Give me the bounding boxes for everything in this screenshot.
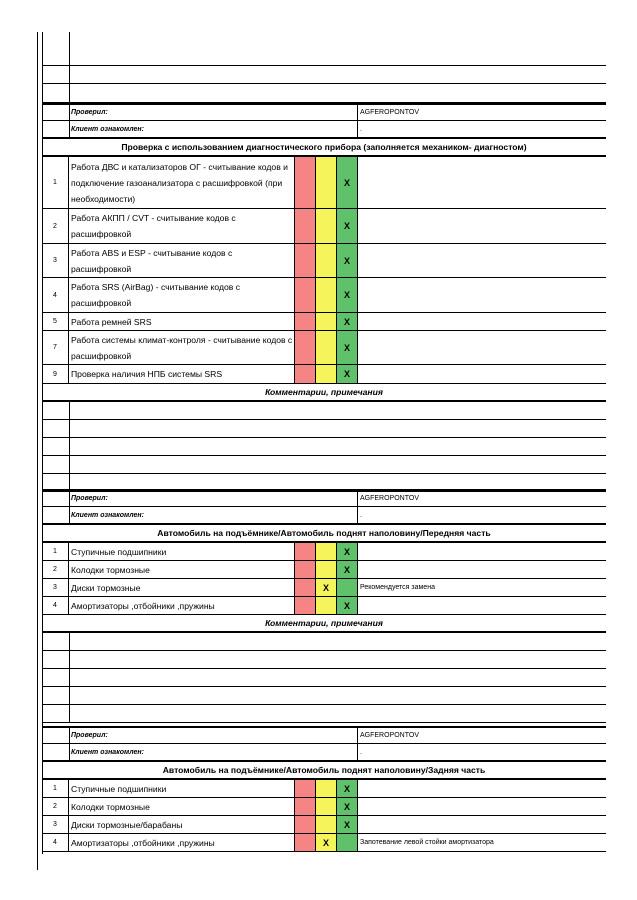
item-description: Диски тормозные (71, 582, 141, 593)
status-red-cell[interactable] (294, 157, 315, 208)
number-column-line (69, 32, 70, 48)
status-yellow-cell[interactable] (315, 561, 336, 578)
column-divider (69, 669, 70, 686)
item-description: Амортизаторы ,отбойники ,пружины (71, 837, 215, 848)
signature-row-client (42, 121, 606, 139)
checklist-row (42, 561, 606, 579)
checklist-row (42, 313, 606, 331)
client-acknowledged-label: Клиент ознакомлен: (71, 125, 144, 133)
checklist-row (42, 543, 606, 561)
diagnostic-section-header (42, 139, 606, 157)
item-description: Работа системы климат-контроля - считывание кодов с расшифровкой (71, 334, 293, 361)
status-green-cell[interactable]: X (336, 313, 357, 330)
comments-header-text: Комментарии, примечания (265, 618, 383, 628)
checklist-row (42, 244, 606, 278)
status-yellow-cell[interactable] (315, 244, 336, 277)
item-number: 2 (42, 561, 69, 578)
blank-row (42, 66, 606, 84)
item-note[interactable] (357, 561, 606, 578)
item-number: 1 (42, 780, 69, 797)
status-red-cell[interactable] (294, 579, 315, 596)
checklist-row (42, 834, 606, 852)
blank-row (42, 456, 606, 474)
status-red-cell[interactable] (294, 313, 315, 330)
status-yellow-cell[interactable] (315, 780, 336, 797)
item-note[interactable]: Запотевание левой стойки амортизатора (357, 834, 606, 851)
item-note[interactable] (357, 157, 606, 208)
status-red-cell[interactable] (294, 244, 315, 277)
checked-by-value: AGFEROPONTOV (357, 491, 606, 506)
item-description: Работа АКПП / CVT - считывание кодов с расшифровкой (71, 213, 236, 239)
column-divider (69, 420, 70, 437)
blank-row (42, 705, 606, 723)
column-divider (69, 66, 70, 83)
item-number: 2 (42, 209, 69, 243)
item-description: Проверка наличия НПБ системы SRS (71, 369, 223, 379)
status-yellow-cell[interactable] (315, 798, 336, 815)
status-green-cell[interactable]: X (336, 244, 357, 277)
item-note[interactable] (357, 209, 606, 243)
signature-row-client (42, 507, 606, 525)
item-description: Колодки тормозные (71, 801, 150, 812)
signature-row-checked (42, 103, 606, 121)
comments-header (42, 615, 606, 633)
item-note[interactable] (357, 278, 606, 312)
item-number: 5 (42, 313, 69, 330)
status-yellow-cell[interactable] (315, 597, 336, 614)
status-green-cell[interactable]: X (336, 816, 357, 833)
status-yellow-cell[interactable] (315, 365, 336, 383)
status-red-cell[interactable] (294, 543, 315, 560)
item-number: 4 (42, 597, 69, 614)
checklist-row (42, 798, 606, 816)
left-margin-line (37, 32, 38, 870)
status-green-cell[interactable]: X (336, 561, 357, 578)
item-number: 3 (42, 244, 69, 277)
status-yellow-cell[interactable] (315, 313, 336, 330)
checklist-row (42, 331, 606, 365)
blank-row (42, 84, 606, 103)
item-note[interactable] (357, 798, 606, 815)
checklist-row (42, 209, 606, 244)
column-divider (69, 48, 70, 65)
front-section-header-text: Автомобиль на подъёмнике/Автомобиль поднят наполовину/Передняя часть (157, 528, 491, 538)
item-description: Ступичные подшипники (71, 783, 167, 794)
checklist-row (42, 597, 606, 615)
client-acknowledged-label: Клиент ознакомлен: (71, 511, 144, 519)
status-red-cell[interactable] (294, 278, 315, 312)
checklist-row (42, 579, 606, 597)
status-yellow-cell[interactable] (315, 278, 336, 312)
status-red-cell[interactable] (294, 798, 315, 815)
column-divider (69, 651, 70, 668)
column-divider (69, 633, 70, 650)
checked-by-label: Проверил: (71, 109, 108, 116)
status-green-cell[interactable]: X (336, 331, 357, 364)
item-note[interactable] (357, 313, 606, 330)
checked-by-value: AGFEROPONTOV (357, 728, 606, 743)
item-note[interactable] (357, 780, 606, 797)
column-divider (69, 438, 70, 455)
item-description: Работа ДВС и катализаторов ОГ - считывание кодов и подключение газоанализатора с расшифровкой (при необходимости) (71, 161, 288, 204)
status-yellow-cell[interactable]: X (315, 834, 336, 851)
status-yellow-cell[interactable]: X (315, 579, 336, 596)
status-green-cell[interactable]: X (336, 543, 357, 560)
checked-by-label: Проверил: (71, 732, 108, 739)
item-number: 3 (42, 579, 69, 596)
status-green-cell[interactable]: X (336, 597, 357, 614)
status-yellow-cell[interactable] (315, 543, 336, 560)
rear-section-header (42, 762, 606, 780)
item-description: Диски тормозные/барабаны (71, 819, 183, 830)
item-description: Работа ABS и ESP - считывание кодов с расшифровкой (71, 247, 233, 274)
status-yellow-cell[interactable] (315, 209, 336, 243)
checklist-row (42, 157, 606, 209)
status-yellow-cell[interactable] (315, 816, 336, 833)
status-red-cell[interactable] (294, 834, 315, 851)
blank-row (42, 669, 606, 687)
item-number: 4 (42, 278, 69, 312)
status-yellow-cell[interactable] (315, 157, 336, 208)
status-green-cell[interactable]: X (336, 365, 357, 383)
column-divider (69, 687, 70, 704)
signature-row-client (42, 744, 606, 762)
item-number: 3 (42, 816, 69, 833)
checklist-row (42, 816, 606, 834)
checklist-row (42, 780, 606, 798)
status-green-cell[interactable]: X (336, 780, 357, 797)
column-divider (69, 84, 70, 102)
status-green-cell[interactable] (336, 579, 357, 596)
status-green-cell[interactable]: X (336, 157, 357, 208)
item-description: Колодки тормозные (71, 564, 150, 575)
status-yellow-cell[interactable] (315, 331, 336, 364)
client-acknowledged-label: Клиент ознакомлен: (71, 748, 144, 756)
item-note[interactable] (357, 331, 606, 364)
status-red-cell[interactable] (294, 331, 315, 364)
client-acknowledged-value: . (357, 744, 606, 760)
checked-by-value: AGFEROPONTOV (357, 105, 606, 120)
status-red-cell[interactable] (294, 561, 315, 578)
comments-header-text: Комментарии, примечания (265, 387, 383, 397)
blank-row (42, 633, 606, 651)
rear-section-header-text: Автомобиль на подъёмнике/Автомобиль поднят наполовину/Задняя часть (162, 765, 486, 775)
item-note[interactable] (357, 543, 606, 560)
comments-header (42, 384, 606, 402)
front-section-header (42, 525, 606, 543)
item-number: 1 (42, 157, 69, 208)
status-green-cell[interactable]: X (336, 278, 357, 312)
blank-row (42, 420, 606, 438)
status-green-cell[interactable] (336, 834, 357, 851)
item-note[interactable] (357, 244, 606, 277)
status-red-cell[interactable] (294, 780, 315, 797)
item-note[interactable] (357, 365, 606, 383)
item-number: 1 (42, 543, 69, 560)
item-description: Ступичные подшипники (71, 546, 167, 557)
blank-row (42, 687, 606, 705)
blank-row (42, 402, 606, 420)
diagnostic-section-header-text: Проверка с использованием диагностического прибора (заполняется механиком- диагностом) (121, 142, 527, 152)
signature-row-checked (42, 489, 606, 507)
blank-row (42, 651, 606, 669)
signature-row-checked (42, 726, 606, 744)
checked-by-label: Проверил: (71, 495, 108, 502)
item-description: Работа SRS (AirBag) - считывание кодов с расшифровкой (71, 282, 240, 308)
item-description: Амортизаторы ,отбойники ,пружины (71, 600, 215, 611)
blank-row (42, 48, 606, 66)
item-number: 7 (42, 331, 69, 364)
item-note[interactable] (357, 597, 606, 614)
item-number: 2 (42, 798, 69, 815)
status-red-cell[interactable] (294, 209, 315, 243)
item-description: Работа ремней SRS (71, 316, 152, 327)
item-number: 9 (42, 365, 69, 383)
status-green-cell[interactable]: X (336, 209, 357, 243)
column-divider (69, 705, 70, 722)
status-red-cell[interactable] (294, 816, 315, 833)
item-note[interactable] (357, 816, 606, 833)
column-divider (69, 456, 70, 473)
client-acknowledged-value: . (357, 507, 606, 523)
item-note[interactable]: Рекомендуется замена (357, 579, 606, 596)
status-green-cell[interactable]: X (336, 798, 357, 815)
checklist-row (42, 278, 606, 313)
status-red-cell[interactable] (294, 597, 315, 614)
item-number: 4 (42, 834, 69, 851)
client-acknowledged-value: . (357, 121, 606, 137)
checklist-row (42, 365, 606, 384)
status-red-cell[interactable] (294, 365, 315, 383)
column-divider (69, 402, 70, 419)
blank-row (42, 438, 606, 456)
